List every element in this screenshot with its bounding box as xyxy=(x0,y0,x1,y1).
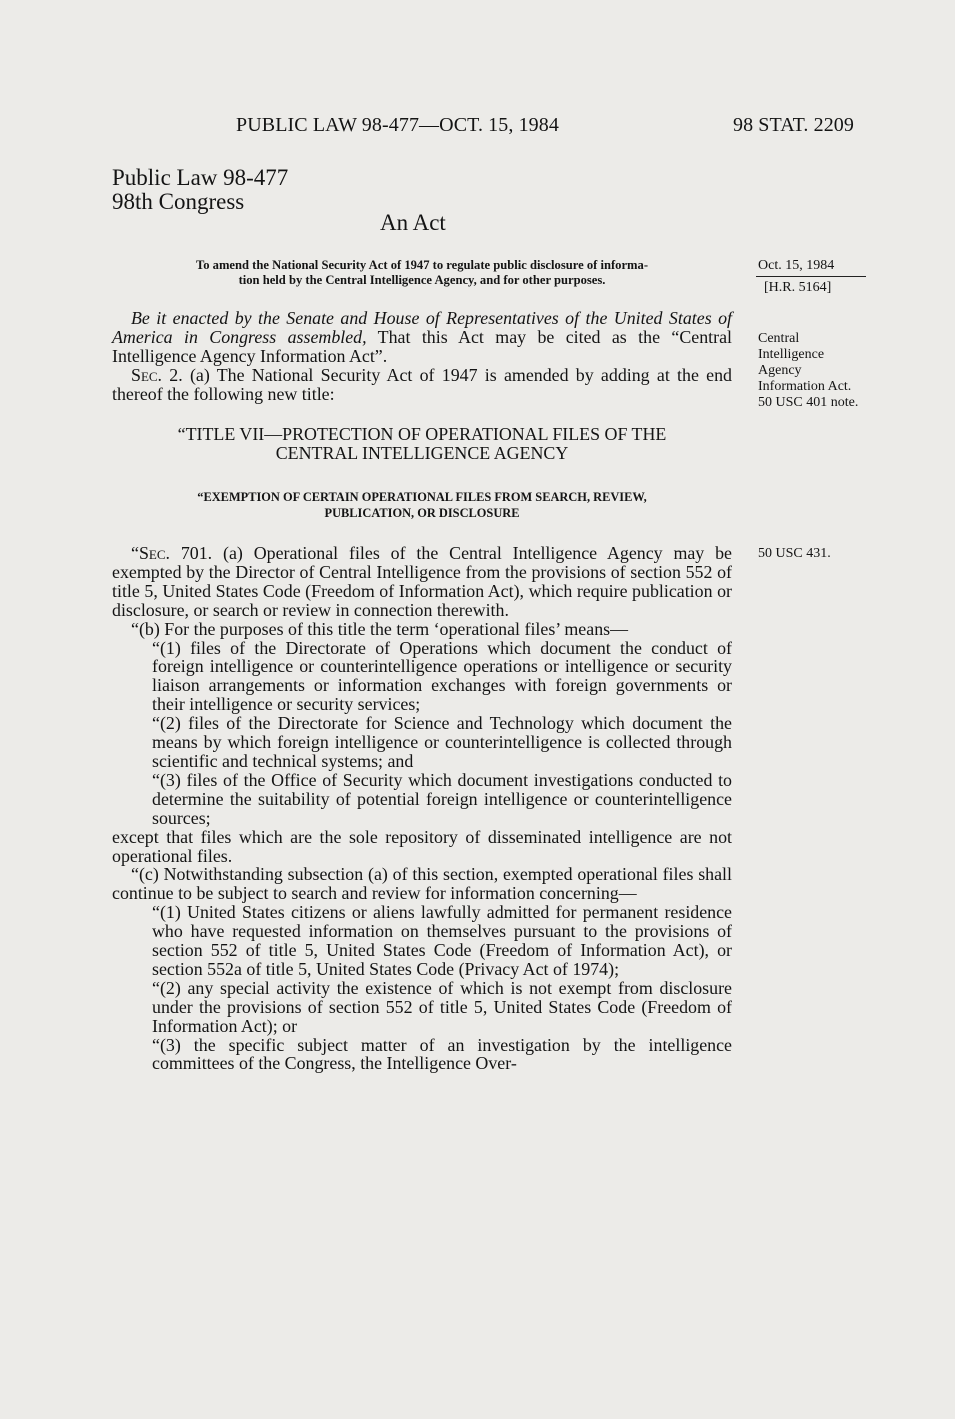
margin-line: Central xyxy=(758,331,800,346)
enacting-formula: Be it enacted by the Senate and House of Representatives of the United States of America in Congress assembled, xyxy=(112,308,732,347)
margin-line: 50 USC 401 note. xyxy=(758,395,859,410)
title-vii-line-1: “TITLE VII—PROTECTION OF OPERATIONAL FILES OF THE xyxy=(177,424,667,444)
subsection-a-text: (a) Operational files of the Central Intelligence Agency may be exempted by the Director of Central Intelligence from the provisions of section 552 of title 5, United States Code (Freedom of Information Act), which require publication or disclosure, or search or review in connection therewith. xyxy=(112,543,732,620)
purpose-line-2: tion held by the Central Intelligence Agency, and for other purposes. xyxy=(238,273,606,287)
margin-line: Information Act. xyxy=(758,379,852,394)
paragraph-b-2: “(2) files of the Directorate for Science and Technology which document the means by which foreign intelligence or counterintelligence is collected through scientific and technical systems; and xyxy=(152,713,732,771)
subsection-b-tail: except that files which are the sole repository of disseminated intelligence are not operational files. xyxy=(112,826,732,866)
purpose-statement xyxy=(112,258,732,288)
paragraph-b-3: “(3) files of the Office of Security which document investigations conducted to determine the suitability of potential foreign intelligence or counterintelligence sources; xyxy=(152,769,732,828)
margin-bill-number: [H.R. 5164] xyxy=(764,280,832,295)
paragraph-b-1: “(1) files of the Directorate of Operations which document the conduct of foreign intelligence or counterintelligence operations or intelligence or security liaison arrangements or information exchanges with foreign governments or their intelligence or security services; xyxy=(152,637,732,715)
margin-short-title-note xyxy=(758,331,858,411)
section-subheading xyxy=(112,489,732,521)
public-law-number: Public Law 98-477 xyxy=(112,165,289,190)
title-vii-heading xyxy=(112,425,732,463)
margin-rule xyxy=(756,276,866,277)
subsection-a xyxy=(112,544,732,620)
section-2-text: (a) The National Security Act of 1947 is amended by adding at the end thereof the following new title: xyxy=(112,364,732,404)
subsection-b: “(b) For the purposes of this title the term ‘operational files’ means— xyxy=(131,618,628,639)
section-2 xyxy=(112,366,732,404)
an-act-heading: An Act xyxy=(380,210,446,235)
subheading-line-2: PUBLICATION, OR DISCLOSURE xyxy=(324,506,520,520)
title-vii-line-2: CENTRAL INTELLIGENCE AGENCY xyxy=(275,443,569,463)
margin-date: Oct. 15, 1984 xyxy=(758,258,835,273)
running-head: PUBLIC LAW 98-477—OCT. 15, 1984 xyxy=(236,114,559,136)
margin-line: Intelligence xyxy=(758,347,825,362)
subheading-line-1: “EXEMPTION OF CERTAIN OPERATIONAL FILES FROM SEARCH, REVIEW, xyxy=(197,490,647,504)
enacting-clause xyxy=(112,309,732,366)
section-2-label: Sec. 2. xyxy=(131,364,183,385)
margin-line: Agency xyxy=(758,363,802,378)
paragraph-c-3: “(3) the specific subject matter of an investigation by the intelligence committees of the Congress, the Intelligence Over- xyxy=(152,1034,732,1074)
section-701 xyxy=(112,544,732,1073)
congress-number: 98th Congress xyxy=(112,189,245,214)
section-701-label: “Sec. 701. xyxy=(131,543,213,563)
margin-usc-431: 50 USC 431. xyxy=(758,546,831,561)
purpose-line-1: To amend the National Security Act of 1947 to regulate public disclosure of informa- xyxy=(195,258,649,272)
subsection-c: “(c) Notwithstanding subsection (a) of this section, exempted operational files shall continue to be subject to search and review for information concerning— xyxy=(112,864,732,904)
short-title-clause: That this Act may be cited as the “Central Intelligence Agency Information Act”. xyxy=(112,326,732,366)
enacting-section xyxy=(112,309,732,404)
page-stat-citation: 98 STAT. 2209 xyxy=(733,114,854,136)
paragraph-c-1: “(1) United States citizens or aliens lawfully admitted for permanent residence who have requested information on themselves pursuant to the provisions of section 552 of title 5, United States Code (Freedom of Information Act), or section 552a of title 5, United States Code (Privacy Act of 1974); xyxy=(152,902,732,979)
paragraph-c-2: “(2) any special activity the existence of which is not exempt from disclosure under the provisions of section 552 of title 5, United States Code (Freedom of Information Act); or xyxy=(152,977,732,1036)
